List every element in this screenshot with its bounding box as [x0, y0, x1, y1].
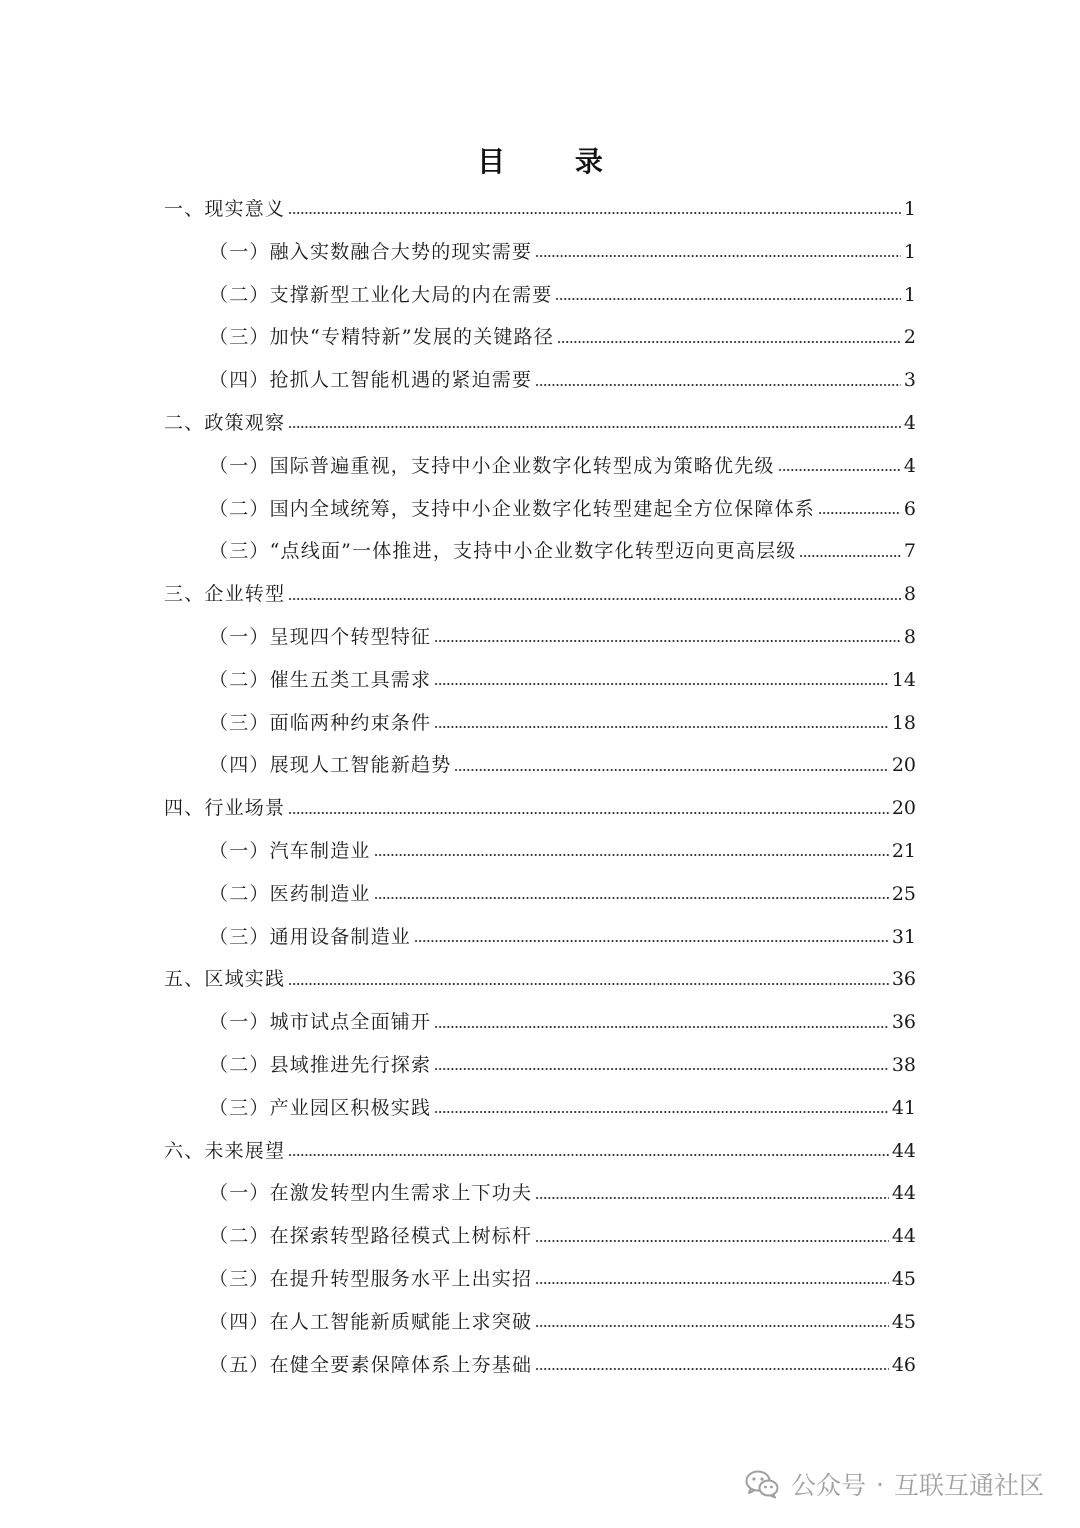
toc-subsection-entry	[0, 530, 916, 573]
toc-entry-title: （二）国内全域统筹，支持中小企业数字化转型建起全方位保障体系	[209, 497, 816, 520]
toc-entry-title: （二）支撑新型工业化大局的内在需要	[209, 283, 553, 306]
toc-entry-title: （四）展现人工智能新趋势	[209, 754, 452, 777]
toc-dot-leader	[535, 1325, 889, 1327]
toc-entry-title: （三）通用设备制造业	[209, 925, 412, 948]
toc-page-number: 3	[903, 369, 916, 392]
toc-page-number: 36	[891, 968, 916, 991]
toc-subsection-entry	[0, 231, 916, 274]
toc-dot-leader	[288, 812, 889, 814]
toc-subsection-entry	[0, 1172, 916, 1215]
toc-dot-leader	[288, 212, 901, 214]
toc-entry-title: （五）在健全要素保障体系上夯基础	[209, 1353, 533, 1376]
toc-page-number: 45	[891, 1267, 916, 1290]
toc-page-number: 36	[891, 1011, 916, 1034]
toc-dot-leader	[288, 598, 901, 600]
toc-section-entry	[0, 1130, 916, 1173]
toc-subsection-entry	[0, 702, 916, 745]
toc-page-number: 1	[903, 240, 916, 263]
watermark	[745, 1464, 1044, 1504]
toc-page-number: 2	[903, 326, 916, 349]
toc-dot-leader	[288, 983, 889, 985]
toc-subsection-entry	[0, 616, 916, 659]
toc-section-entry	[0, 402, 916, 445]
toc-subsection-entry	[0, 1344, 916, 1387]
watermark-account: 互联互通社区	[893, 1471, 1044, 1500]
toc-entry-title: （一）国际普遍重视，支持中小企业数字化转型成为策略优先级	[209, 454, 775, 477]
page-title: 目 录	[477, 145, 633, 178]
toc-dot-leader	[535, 255, 901, 257]
toc-dot-leader	[434, 1111, 889, 1113]
toc-dot-leader	[434, 683, 889, 685]
toc-entry-title: （一）呈现四个转型特征	[209, 625, 432, 648]
toc-page-number: 18	[891, 711, 916, 734]
toc-page-number: 46	[891, 1353, 916, 1376]
toc-page-number: 4	[903, 411, 916, 434]
toc-dot-leader	[374, 854, 889, 856]
toc-entry-title: （二）催生五类工具需求	[209, 668, 432, 691]
toc-section-entry	[0, 958, 916, 1001]
toc-dot-leader	[454, 769, 888, 771]
toc-entry-title: 四、行业场景	[164, 797, 286, 820]
toc-entry-title: 六、未来展望	[164, 1139, 286, 1162]
toc-page-number: 44	[891, 1182, 916, 1205]
toc-page-number: 44	[891, 1139, 916, 1162]
toc-entry-title: （三）加快“专精特新”发展的关键路径	[209, 326, 555, 349]
toc-dot-leader	[288, 426, 901, 428]
toc-page-number: 14	[891, 668, 916, 691]
toc-entry-title: （三）面临两种约束条件	[209, 711, 432, 734]
toc-subsection-entry	[0, 488, 916, 531]
toc-subsection-entry	[0, 1001, 916, 1044]
toc-dot-leader	[799, 555, 900, 557]
toc-dot-leader	[535, 1282, 889, 1284]
toc-dot-leader	[535, 1368, 889, 1370]
toc-page-number: 44	[891, 1225, 916, 1248]
toc-page-number: 1	[903, 198, 916, 220]
watermark-prefix: 公众号	[791, 1471, 867, 1500]
table-of-contents	[0, 188, 1080, 1386]
toc-entry-title: 三、企业转型	[164, 583, 286, 606]
toc-dot-leader	[288, 1154, 889, 1156]
toc-dot-leader	[374, 897, 889, 899]
toc-dot-leader	[535, 1240, 889, 1242]
toc-page-number: 6	[903, 497, 916, 520]
toc-subsection-entry	[0, 316, 916, 359]
toc-page-number: 41	[891, 1096, 916, 1119]
toc-subsection-entry	[0, 1044, 916, 1087]
toc-section-entry	[0, 188, 916, 231]
toc-subsection-entry	[0, 359, 916, 402]
toc-entry-title: （二）医药制造业	[209, 882, 371, 905]
toc-subsection-entry	[0, 830, 916, 873]
toc-dot-leader	[434, 726, 889, 728]
toc-section-entry	[0, 787, 916, 830]
toc-page-number: 20	[891, 797, 916, 820]
toc-page-number: 8	[903, 625, 916, 648]
toc-subsection-entry	[0, 1301, 916, 1344]
toc-entry-title: （四）在人工智能新质赋能上求突破	[209, 1310, 533, 1333]
toc-subsection-entry	[0, 1258, 916, 1301]
toc-entry-title: （三）“点线面”一体推进，支持中小企业数字化转型迈向更高层级	[209, 540, 797, 563]
toc-page-number: 8	[903, 583, 916, 606]
toc-subsection-entry	[0, 659, 916, 702]
toc-dot-leader	[535, 384, 901, 386]
toc-page-number: 1	[903, 283, 916, 306]
toc-entry-title: （二）在探索转型路径模式上树标杆	[209, 1225, 533, 1248]
toc-entry-title: 二、政策观察	[164, 411, 286, 434]
toc-page-number: 4	[903, 454, 916, 477]
toc-entry-title: （四）抢抓人工智能机遇的紧迫需要	[209, 369, 533, 392]
toc-dot-leader	[414, 940, 889, 942]
toc-dot-leader	[555, 298, 901, 300]
toc-page-number: 45	[891, 1310, 916, 1333]
toc-dot-leader	[434, 1026, 889, 1028]
toc-entry-title: 一、现实意义	[164, 198, 286, 220]
watermark-separator: ·	[876, 1469, 884, 1499]
toc-entry-title: （一）城市试点全面铺开	[209, 1011, 432, 1034]
toc-subsection-entry	[0, 1087, 916, 1130]
toc-entry-title: （一）融入实数融合大势的现实需要	[209, 240, 533, 263]
toc-dot-leader	[557, 341, 901, 343]
toc-entry-title: （三）产业园区积极实践	[209, 1096, 432, 1119]
toc-page-number: 38	[891, 1053, 916, 1076]
toc-subsection-entry	[0, 1215, 916, 1258]
toc-page-number: 21	[891, 839, 916, 862]
toc-dot-leader	[535, 1197, 889, 1199]
toc-page-number: 25	[891, 882, 916, 905]
toc-entry-title: （三）在提升转型服务水平上出实招	[209, 1267, 533, 1290]
toc-dot-leader	[818, 512, 901, 514]
toc-subsection-entry	[0, 274, 916, 317]
toc-dot-leader	[434, 1068, 889, 1070]
toc-page-number: 7	[903, 540, 916, 563]
toc-subsection-entry	[0, 744, 916, 787]
toc-section-entry	[0, 573, 916, 616]
toc-entry-title: 五、区域实践	[164, 968, 286, 991]
toc-subsection-entry	[0, 445, 916, 488]
toc-subsection-entry	[0, 873, 916, 916]
toc-dot-leader	[778, 469, 901, 471]
toc-entry-title: （一）在激发转型内生需求上下功夫	[209, 1182, 533, 1205]
toc-entry-title: （二）县域推进先行探索	[209, 1053, 432, 1076]
toc-entry-title: （一）汽车制造业	[209, 839, 371, 862]
toc-dot-leader	[434, 640, 901, 642]
toc-page-number: 31	[891, 925, 916, 948]
toc-page-number: 20	[891, 754, 916, 777]
toc-subsection-entry	[0, 916, 916, 959]
wechat-icon	[745, 1469, 779, 1499]
